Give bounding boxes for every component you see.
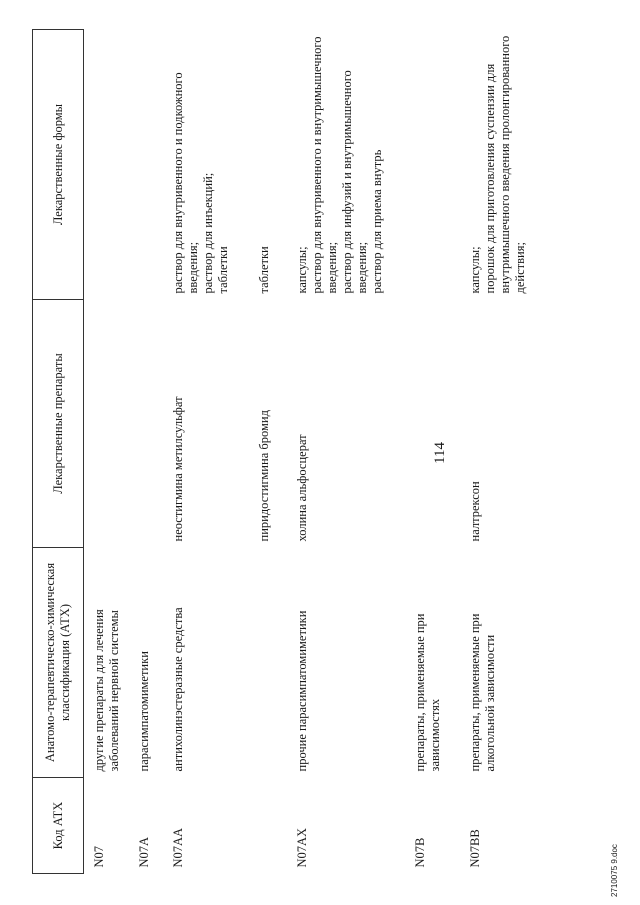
header-drugs: Лекарственные препараты — [33, 300, 84, 548]
cell-forms — [137, 30, 171, 300]
cell-classification: антихолинэстеразные средства — [170, 607, 185, 772]
cell-drug — [413, 300, 468, 548]
cell-drug — [84, 300, 137, 548]
cell-classification — [257, 548, 295, 778]
cell-code: N07B — [412, 837, 427, 868]
table-row — [171, 30, 257, 874]
form-item: раствор для внутривенного и подкожного введения; — [170, 72, 200, 294]
cell-forms — [468, 30, 548, 300]
cell-drug: холина альфосцерат — [294, 434, 309, 542]
form-item: раствор для инфузий и внутримышечного введения; — [339, 70, 369, 294]
atc-table — [32, 29, 548, 874]
header-forms: Лекарственные формы — [33, 30, 84, 300]
cell-code: N07AX — [294, 827, 309, 868]
cell-forms — [257, 30, 295, 300]
cell-code: N07 — [92, 845, 106, 868]
cell-code — [257, 778, 295, 874]
header-code: Код АТХ — [33, 778, 84, 874]
form-item: раствор для инъекций; — [200, 172, 215, 294]
cell-classification: препараты, применяемые при зависимостях — [412, 613, 442, 772]
table-row — [257, 30, 295, 874]
table-row — [468, 30, 548, 874]
cell-forms — [413, 30, 468, 300]
table-row — [413, 30, 468, 874]
form-item: капсулы; — [294, 246, 309, 294]
table-header-row — [33, 30, 84, 874]
page-number: 114 — [432, 442, 448, 464]
form-item: раствор для внутривенного и внутримышечного введения; — [309, 36, 339, 294]
cell-drug: пиридостигмина бромид — [256, 410, 271, 542]
document-file-code: 2710075 9.doc — [610, 844, 619, 897]
table-row — [84, 30, 137, 874]
cell-code: N07AA — [170, 827, 185, 868]
table-row — [137, 30, 171, 874]
cell-forms — [295, 30, 413, 300]
form-item: таблетки — [256, 246, 271, 294]
form-item: раствор для приема внутрь — [369, 149, 384, 294]
form-item: капсулы; — [467, 246, 482, 294]
cell-classification: парасимпатомиметики — [136, 651, 151, 772]
cell-drug — [137, 300, 171, 548]
cell-forms — [84, 30, 137, 300]
cell-forms — [171, 30, 257, 300]
cell-code: N07A — [136, 836, 151, 868]
table-row — [295, 30, 413, 874]
cell-classification: прочие парасимпатомиметики — [294, 610, 309, 772]
form-item: порошок для приготовления суспензии для внутримышечного введения пролонгированного действия; — [482, 35, 527, 294]
cell-drug: неостигмина метилсульфат — [170, 396, 185, 542]
cell-classification: другие препараты для лечения заболеваний нервной системы — [92, 609, 121, 772]
cell-code: N07BB — [467, 829, 482, 868]
header-classification: Анатомо-терапевтическо-химическая классификация (АТХ) — [33, 548, 84, 778]
cell-classification: препараты, применяемые при алкогольной зависимости — [467, 613, 497, 772]
form-item: таблетки — [215, 246, 230, 294]
cell-drug: налтрексон — [467, 481, 482, 542]
